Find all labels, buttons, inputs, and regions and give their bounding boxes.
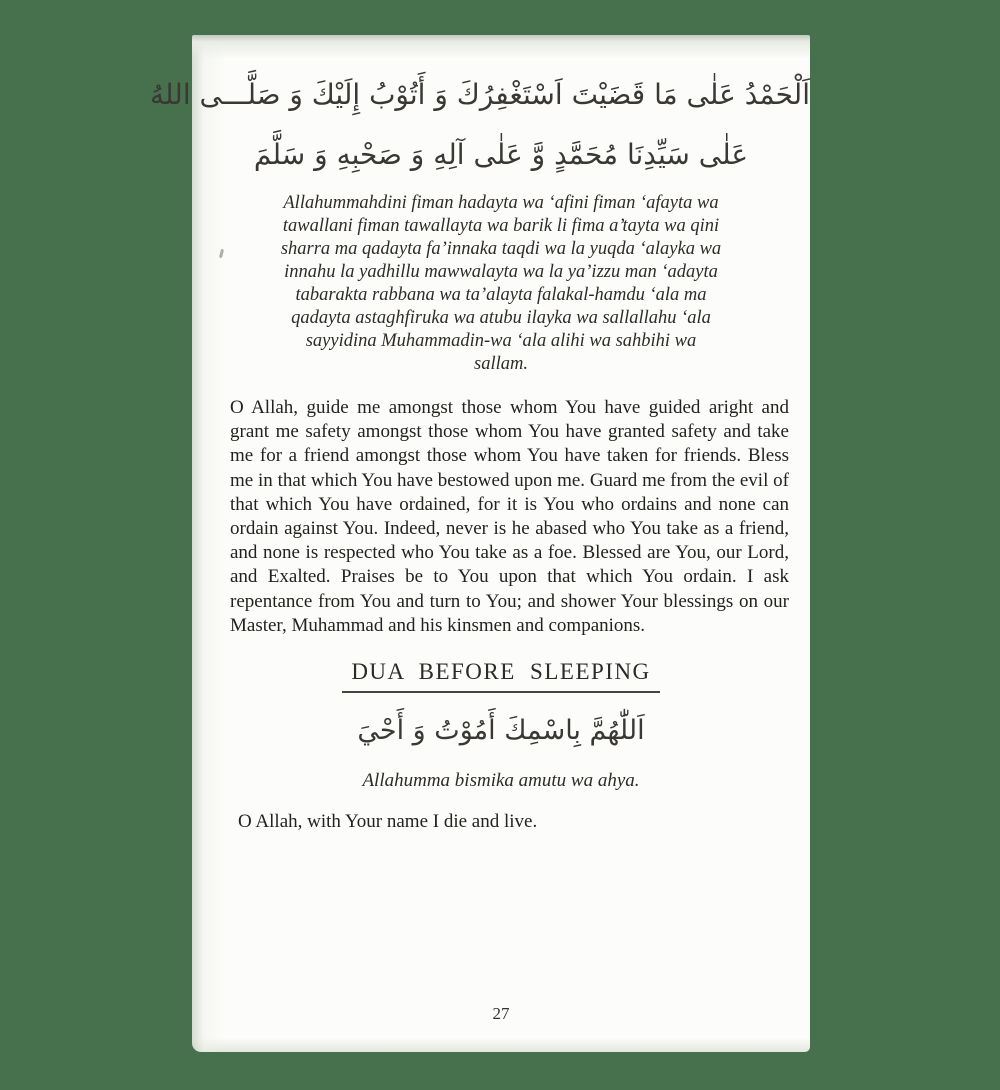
transliteration-line: sayyidina Muhammadin-wa ‘ala alihi wa sahbihi wa [305,331,697,351]
transliteration-line: sallam. [474,354,528,374]
arabic-text-line-2: عَلٰى سَيِّدِنَا مُحَمَّدٍ وَّ عَلٰى آلِهِ وَ صَحْبِهِ وَ سَلَّمَ [253,138,749,171]
english-translation: O Allah, guide me amongst those whom You have guided aright and grant me safety amongst those whom You have granted safety and take me for a friend amongst those whom You have taken for friends. Bless me in that which You have bestowed upon me. Guard me from the evil of that which You have ordained, for it is You who ordains and none can ordain against You. Indeed, never is he abased who You take as a friend, and none is respected who You take as a foe. Blessed are You, our Lord, and Exalted. Praises be to You upon that which You ordain. I ask repentance from You and turn to You; and shower Your blessings on our Master, Muhammad and his kinsmen and companions. [230,397,789,636]
arabic-dua-block [150,65,810,185]
page-number: 27 [492,1004,510,1023]
english-translation-sleeping: O Allah, with Your name I die and live. [238,811,538,833]
transliteration-line: innahu la yadhillu mawwalayta wa la ya’izzu man ‘adayta [284,262,718,282]
transliteration-line: tawallani fiman tawallayta wa barik li fima a’tayta wa qini [282,216,720,236]
section-heading-wrap [192,659,810,693]
transliteration-line: qadayta astaghfiruka wa atubu ilayka wa sallallahu ‘ala [291,308,711,328]
transliteration-sleeping: Allahumma bismika amutu wa ahya. [362,770,640,792]
transliteration-line: sharra ma qadayta fa’innaka taqdi wa la yuqda ‘alayka wa [280,239,722,259]
book-page [150,35,810,1052]
arabic-dua-sleeping: اَللّٰهُمَّ بِاسْمِكَ أَمُوْتُ وَ أَحْيَ [357,715,645,747]
transliteration-line: Allahummahdini fiman hadayta wa ‘afini fiman ‘afayta wa [283,193,719,213]
transliteration-block [192,192,810,376]
arabic-text-line-1: اَلْحَمْدُ عَلٰى مَا قَضَيْتَ اَسْتَغْفِرُكَ وَ أَتُوْبُ إِلَيْكَ وَ صَلَّـــى اللهُ [150,78,810,111]
transliteration-line: tabarakta rabbana wa ta’alayta falakal-hamdu ‘ala ma [295,285,707,305]
section-heading: DUA BEFORE SLEEPING [342,659,659,693]
